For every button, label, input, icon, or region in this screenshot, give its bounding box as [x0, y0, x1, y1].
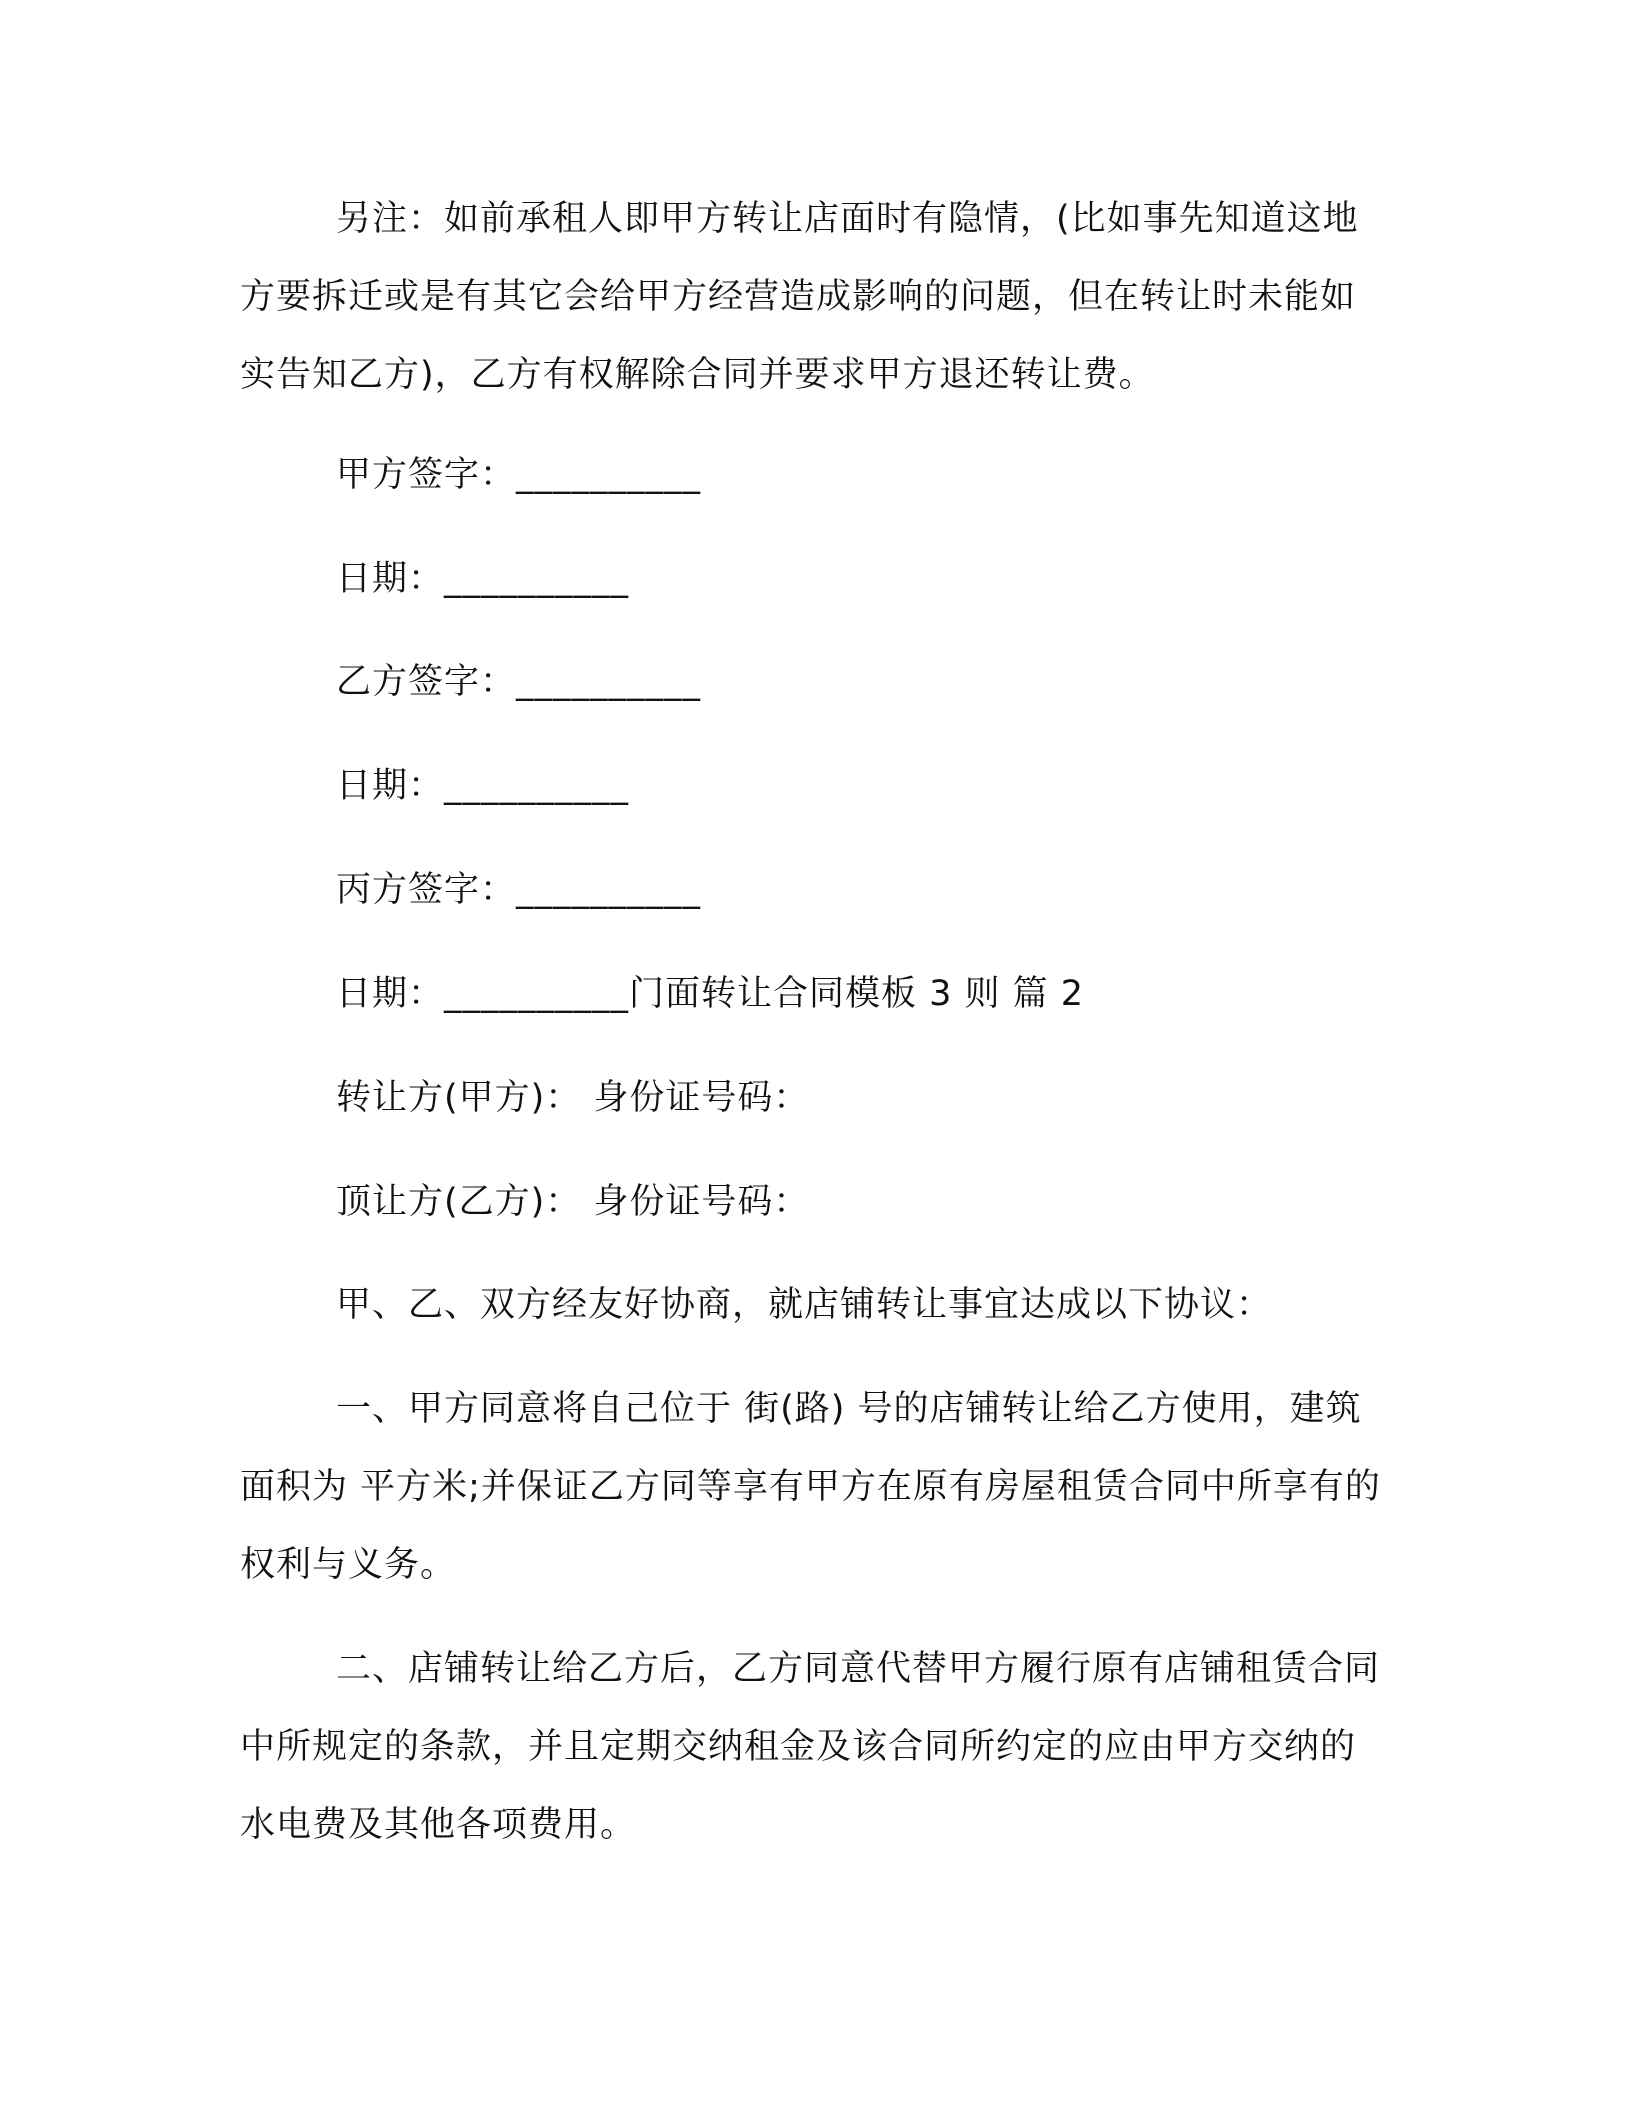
- party-c-signature-line: 丙方签字：__________: [336, 870, 702, 910]
- clause-two: 二、店铺转让给乙方后，乙方同意代替甲方履行原有店铺租赁合同中所规定的条款，并且定期交纳租金及该合同所约定的应由甲方交纳的水电费及其他各项费用。: [240, 1649, 1381, 1845]
- clause-one: 一、甲方同意将自己位于 街(路) 号的店铺转让给乙方使用，建筑面积为 平方米;并保证乙方同等享有甲方在原有房屋租赁合同中所享有的权利与义务。: [240, 1389, 1381, 1585]
- note-paragraph: 另注：如前承租人即甲方转让店面时有隐情，(比如事先知道这地方要拆迁或是有其它会给甲方经营造成影响的问题，但在转让时未能如实告知乙方)，乙方有权解除合同并要求甲方退还转让费。: [240, 199, 1359, 395]
- clause-one-block: [240, 1370, 1390, 1604]
- clause-two-block: [240, 1630, 1390, 1864]
- note-paragraph-block: [240, 180, 1390, 414]
- party-a-signature-line: 甲方签字：__________: [336, 455, 702, 495]
- party-b-date-line: 日期：__________: [336, 766, 630, 806]
- transferee-identity-line: 顶让方(乙方)： 身份证号码：: [336, 1182, 810, 1222]
- party-b-signature-line: 乙方签字：__________: [336, 662, 702, 702]
- party-a-date-line: 日期：__________: [336, 559, 630, 599]
- party-c-date-and-section-title: 日期：__________门面转让合同模板 3 则 篇 2: [336, 974, 1085, 1014]
- transferor-identity-line: 转让方(甲方)： 身份证号码：: [336, 1078, 810, 1118]
- agreement-intro-line: 甲、乙、双方经友好协商，就店铺转让事宜达成以下协议：: [336, 1285, 1273, 1325]
